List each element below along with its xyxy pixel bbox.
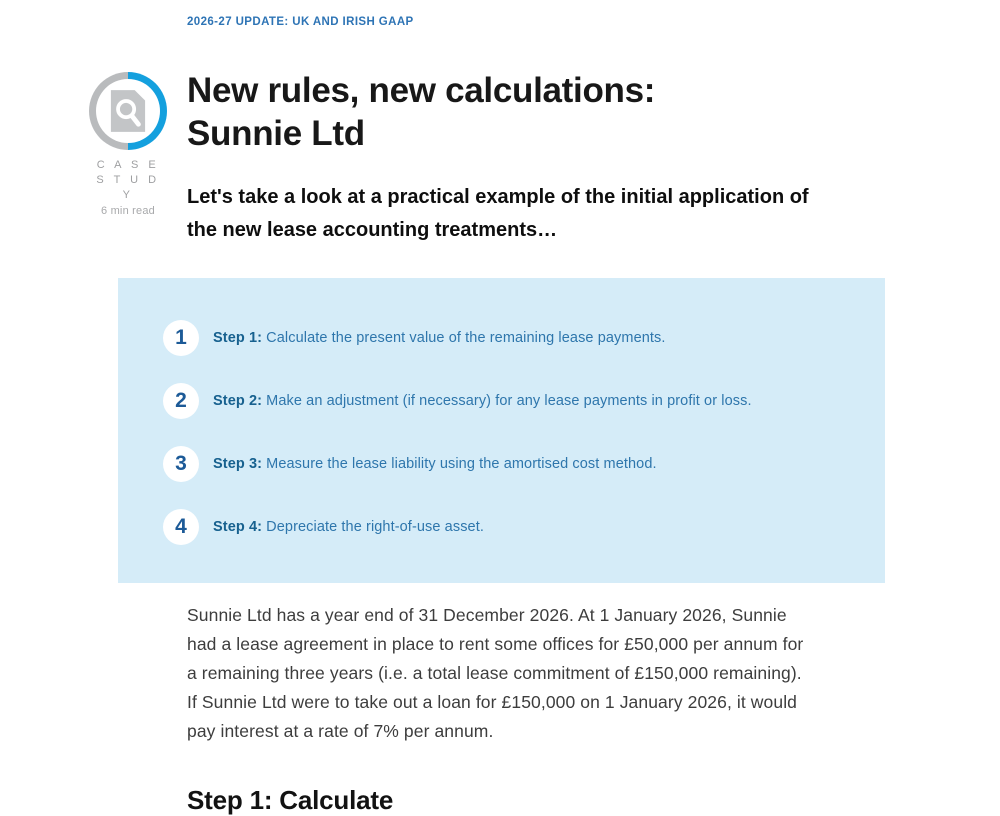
step-label: Step 4: <box>213 519 263 535</box>
step-label: Step 3: <box>213 456 263 472</box>
step-text: Depreciate the right-of-use asset. <box>262 519 484 535</box>
case-study-badge <box>88 72 168 217</box>
eyebrow-label: 2026-27 UPDATE: UK AND IRISH GAAP <box>187 16 414 28</box>
step-number-badge: 4 <box>163 509 199 545</box>
step-row-4 <box>163 509 885 545</box>
document-search-icon <box>109 88 147 134</box>
step-label: Step 1: <box>213 330 263 346</box>
step-row-2 <box>163 383 885 419</box>
step-text: Calculate the present value of the remaining lease payments. <box>262 330 666 346</box>
page-subtitle: Let's take a look at a practical example of the initial application of the new lease accounting treatments… <box>187 186 809 241</box>
step-text: Make an adjustment (if necessary) for any lease payments in profit or loss. <box>262 393 752 409</box>
step-row-3 <box>163 446 885 482</box>
section-heading: Step 1: Calculate <box>187 785 394 815</box>
step-number-badge: 3 <box>163 446 199 482</box>
steps-panel <box>118 278 885 583</box>
step-row-1 <box>163 320 885 356</box>
badge-type-label: C A S E S T U D Y <box>96 159 160 201</box>
badge-read-time: 6 min read <box>101 205 155 217</box>
step-number-badge: 2 <box>163 383 199 419</box>
step-text: Measure the lease liability using the amortised cost method. <box>262 456 657 472</box>
step-number-badge: 1 <box>163 320 199 356</box>
body-paragraph: Sunnie Ltd has a year end of 31 December 2026. At 1 January 2026, Sunnie had a lease agreement in place to rent some offices for £50,000 per annum for a remaining three years (i.e. a total lease commitment of £150,000 remaining). If Sunnie Ltd were to take out a loan for £150,000 on 1 January 2026, it would pay interest at a rate of 7% per annum. <box>187 605 804 741</box>
page-title: New rules, new calculations: Sunnie Ltd <box>187 71 656 153</box>
step-label: Step 2: <box>213 393 263 409</box>
progress-ring-icon <box>89 72 167 150</box>
